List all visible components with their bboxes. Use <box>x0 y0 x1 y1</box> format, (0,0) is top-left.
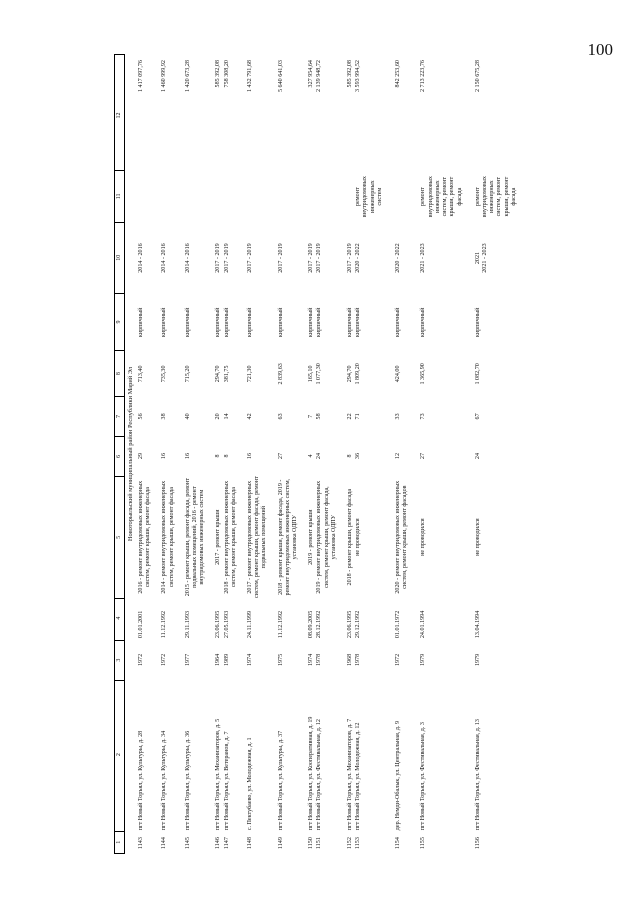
table-row <box>184 54 207 854</box>
row-number: 1150 <box>308 837 315 850</box>
column-number: 3 <box>115 641 124 681</box>
cost: 2 150 675,28 <box>474 60 481 93</box>
privatization-date: 13.04.1994 <box>474 610 481 639</box>
residents-count: 67 <box>474 413 481 420</box>
residents-count: 22 <box>347 413 354 420</box>
table-row <box>315 54 338 854</box>
area: 713,40 <box>138 365 144 383</box>
repair-period: 2017 - 2019 <box>215 243 222 273</box>
privatization-date: 01.01.1972 <box>395 610 402 639</box>
build-year: 1975 <box>277 653 284 667</box>
column-number: 8 <box>115 351 124 397</box>
completed-works: не проводился <box>355 518 362 556</box>
table-row <box>160 54 175 854</box>
cost: 1 460 999,92 <box>161 60 168 93</box>
area: 715,20 <box>184 365 191 383</box>
repair-period: 2021 - 2023 <box>420 243 427 273</box>
column-number: 9 <box>115 294 124 351</box>
repair-period: 2021 2021 - 2023 <box>474 243 488 273</box>
build-year: 1978 <box>355 653 362 667</box>
cost: 2 139 948,72 <box>316 60 323 93</box>
table-body <box>137 54 518 854</box>
cost: 3 593 994,52 <box>355 60 362 93</box>
row-number: 1154 <box>395 837 402 850</box>
repair-period: 2014 - 2016 <box>138 243 144 273</box>
wall-material: кирпичный <box>474 307 481 338</box>
apartments-count: 29 <box>138 452 144 460</box>
build-year: 1972 <box>138 653 144 667</box>
build-year: 1964 <box>215 653 222 667</box>
area: 294,70 <box>215 365 222 383</box>
row-number: 1156 <box>474 837 481 850</box>
privatization-date: 27.05.1993 <box>223 610 230 639</box>
area: 1 082,70 <box>474 363 481 385</box>
row-number: 1149 <box>277 837 284 850</box>
address: пгт Новый Торъял, ул. Культуры, д. 34 <box>161 730 168 831</box>
row-number: 1145 <box>184 837 191 850</box>
row-number: 1148 <box>247 837 254 850</box>
planned-works <box>277 171 278 222</box>
privatization-date: 08.09.2005 <box>308 610 315 639</box>
row-number: 1155 <box>420 837 427 850</box>
address: пгт Новый Торъял, ул. Культуры, д. 36 <box>184 730 191 831</box>
apartments-count: 8 <box>347 454 354 458</box>
wall-material: кирпичный <box>161 307 168 338</box>
address: пгт Новый Торъял, ул. Фестивальная, д. 3 <box>420 722 427 831</box>
area: 424,00 <box>395 365 402 383</box>
repair-period: 2017 - 2019 <box>277 243 284 273</box>
table-row <box>354 54 384 854</box>
table-row <box>474 54 518 854</box>
address: дер. Немди-Обалык, ул. Центральная, д. 9 <box>395 720 402 831</box>
cost: 585 392,08 <box>215 60 222 88</box>
residents-count: 42 <box>247 413 254 420</box>
build-year: 1977 <box>184 653 191 667</box>
completed-works: 2016 - ремонт внутридомовых инженерных систем, ремонт крыши, ремонт фасада <box>138 480 152 594</box>
wall-material: кирпичный <box>395 307 402 338</box>
completed-works: 2017 - ремонт внутридомовых инженерных систем, ремонт крыши, ремонт фасада, ремонт подвальных помещений <box>247 476 268 599</box>
residents-count: 33 <box>395 413 402 420</box>
planned-works <box>307 171 308 222</box>
build-year: 1989 <box>223 653 230 667</box>
planned-works <box>223 171 224 222</box>
repair-period: 2020 - 2022 <box>355 243 362 273</box>
apartments-count: 24 <box>474 452 481 460</box>
area: 735,30 <box>161 365 168 383</box>
build-year: 1974 <box>247 653 254 667</box>
cost: 327 954,64 <box>308 60 315 88</box>
apartments-count: 12 <box>395 452 402 460</box>
area: 381,75 <box>223 365 230 383</box>
repair-period: 2017 - 2019 <box>308 243 315 273</box>
row-number: 1143 <box>138 837 144 850</box>
residents-count: 58 <box>316 413 323 420</box>
build-year: 1974 <box>308 653 315 667</box>
area: 2 839,63 <box>277 363 284 385</box>
privatization-date: 24.01.1994 <box>420 610 427 639</box>
table-row <box>246 54 269 854</box>
address: пгт Новый Торъял, ул. Фестивальная, д. 12 <box>316 719 323 831</box>
wall-material: кирпичный <box>223 307 230 338</box>
row-number: 1153 <box>355 837 362 850</box>
repair-period: 2014 - 2016 <box>161 243 168 273</box>
apartments-count: 16 <box>247 452 254 460</box>
area: 294,70 <box>347 365 354 383</box>
address: пгт Новый Торъял, ул. Кооперативная, д. 19 <box>308 716 315 831</box>
repair-period: 2017 - 2019 <box>247 243 254 273</box>
wall-material: кирпичный <box>347 307 354 338</box>
table-row <box>137 54 152 854</box>
area: 1 809,20 <box>355 363 362 385</box>
build-year: 1979 <box>474 653 481 667</box>
repair-period: 2014 - 2016 <box>184 243 191 273</box>
repair-period: 2020 - 2022 <box>395 243 402 273</box>
apartments-count: 4 <box>308 454 315 458</box>
completed-works: 2018 - ремонт крыши, ремонт фасада, 2019 - ремонт внутридомовых инженерных систем, установка ОДПУ <box>277 478 299 596</box>
wall-material: кирпичный <box>355 307 362 338</box>
address: пгт Новый Торъял, ул. Культуры, д. 28 <box>138 730 144 831</box>
completed-works: 2017 - ремонт крыши <box>215 509 222 565</box>
completed-works: 2020 - ремонт внутридомовых инженерных систем, ремонт крыши, ремонт фасадов <box>395 480 409 594</box>
region-title: Новоторьяльский муниципальный район Республики Марий Эл <box>127 366 134 542</box>
apartments-count: 16 <box>161 452 168 460</box>
residents-count: 63 <box>277 413 284 420</box>
cost: 1 420 673,28 <box>184 60 191 93</box>
table-row <box>346 54 354 854</box>
cost: 758 308,20 <box>223 60 230 88</box>
column-number: 1 <box>115 832 124 854</box>
page-number: 100 <box>587 40 613 59</box>
planned-works <box>160 171 161 222</box>
table-row <box>277 54 300 854</box>
repair-period: 2017 - 2019 <box>347 243 354 273</box>
table-row <box>223 54 238 854</box>
address: пгт Новый Торъял, ул. Молодежная, д. 12 <box>355 722 362 831</box>
privatization-date: 11.12.1992 <box>161 610 168 639</box>
wall-material: кирпичный <box>420 307 427 338</box>
build-year: 1972 <box>395 653 402 667</box>
apartments-count: 27 <box>277 452 284 460</box>
column-number: 6 <box>115 437 124 477</box>
column-number: 4 <box>115 599 124 641</box>
planned-works: ремонт внутридомовых инженерных систем, ремонт крыши, ремонт фасада <box>474 176 517 218</box>
row-number: 1152 <box>347 837 354 850</box>
build-year: 1968 <box>347 653 354 667</box>
row-number: 1146 <box>215 837 222 850</box>
cost: 1 417 097,76 <box>138 60 144 93</box>
residents-count: 7 <box>308 414 315 418</box>
table-row <box>394 54 409 854</box>
privatization-date: 11.12.1992 <box>277 610 284 639</box>
cost: 585 392,08 <box>347 60 354 88</box>
column-number: 12 <box>115 55 124 171</box>
apartments-count: 8 <box>215 454 222 458</box>
privatization-date: 23.06.1995 <box>347 610 354 639</box>
row-number: 1151 <box>316 837 323 850</box>
privatization-date: 01.01.2001 <box>138 610 144 639</box>
planned-works: ремонт внутридомовых инженерных систем <box>355 176 383 218</box>
wall-material: кирпичный <box>247 307 254 338</box>
capital-repair-table <box>114 54 584 854</box>
area: 721,30 <box>247 365 254 383</box>
completed-works: 2015 - ремонт крыши, ремонт фасада, ремонт подвальных помещений, 2016 - ремонт внутридомовых инженерных систем <box>184 478 206 597</box>
apartments-count: 27 <box>420 452 427 460</box>
planned-works <box>246 171 247 222</box>
apartments-count: 8 <box>223 454 230 458</box>
column-number: 2 <box>115 681 124 832</box>
privatization-date: 23.06.1995 <box>215 610 222 639</box>
area: 1 365,90 <box>420 363 427 385</box>
wall-material: кирпичный <box>316 307 323 338</box>
planned-works <box>346 171 347 222</box>
privatization-date: 28.12.1992 <box>316 610 323 639</box>
completed-works: не проводился <box>420 518 427 556</box>
planned-works <box>214 171 215 222</box>
address: пгт Новый Торъял, ул. Механизаторов, д. 7 <box>347 718 354 831</box>
completed-works: 2018 - ремонт внутридомовых инженерных систем, ремонт крыши, ремонт фасада <box>223 480 237 594</box>
completed-works: 2019 - ремонт внутридомовых инженерных систем, ремонт крыши, ремонт фасада, установка ОДПУ <box>316 480 337 594</box>
planned-works: ремонт внутридомовых инженерных систем, ремонт крыши, ремонт фасада <box>420 176 463 218</box>
column-number: 7 <box>115 397 124 437</box>
residents-count: 56 <box>138 413 144 420</box>
residents-count: 20 <box>215 413 222 420</box>
wall-material: кирпичный <box>277 307 284 338</box>
area: 1 077,30 <box>316 363 323 385</box>
cost: 2 713 223,76 <box>420 60 427 93</box>
repair-period: 2017 - 2019 <box>316 243 323 273</box>
build-year: 1972 <box>161 653 168 667</box>
planned-works <box>394 171 395 222</box>
table-row <box>214 54 222 854</box>
completed-works: 2014 - ремонт внутридомовых инженерных систем, ремонт крыши, ремонт фасада <box>161 480 175 594</box>
planned-works <box>137 171 138 222</box>
address: пгт Новый Торъял, ул. Ветеранов, д. 7 <box>223 731 230 831</box>
planned-works <box>315 171 316 222</box>
repair-period: 2017 - 2019 <box>223 243 230 273</box>
table-row <box>307 54 315 854</box>
wall-material: кирпичный <box>138 307 144 338</box>
build-year: 1979 <box>420 653 427 667</box>
table-row <box>419 54 463 854</box>
column-number-header <box>114 54 125 854</box>
row-number: 1147 <box>223 837 230 850</box>
wall-material: кирпичный <box>215 307 222 338</box>
cost: 1 432 791,68 <box>247 60 254 93</box>
area: 165,10 <box>308 365 315 383</box>
column-number: 11 <box>115 171 124 223</box>
completed-works: 2019 - ремонт крыши <box>308 509 315 565</box>
wall-material: кирпичный <box>308 307 315 338</box>
wall-material: кирпичный <box>184 307 191 338</box>
apartments-count: 36 <box>355 452 362 460</box>
apartments-count: 16 <box>184 452 191 460</box>
column-number: 5 <box>115 477 124 599</box>
address: пгт Новый Торъял, ул. Культуры, д. 37 <box>277 730 284 831</box>
address: пгт Новый Торъял, ул. Механизаторов, д. 5 <box>215 718 222 831</box>
completed-works: не проводился <box>474 518 481 556</box>
privatization-date: 29.12.1992 <box>355 610 362 639</box>
cost: 842 253,60 <box>395 60 402 88</box>
residents-count: 40 <box>184 413 191 420</box>
residents-count: 73 <box>420 413 427 420</box>
cost: 5 640 641,03 <box>277 60 284 93</box>
residents-count: 71 <box>355 413 362 420</box>
privatization-date: 29.11.1993 <box>184 610 191 639</box>
address: с. Пектубаево, ул. Молодежная, д. 1 <box>247 737 254 831</box>
completed-works: 2018 - ремонт крыши, ремонт фасада <box>347 488 354 586</box>
planned-works <box>184 171 185 222</box>
row-number: 1144 <box>161 837 168 850</box>
column-number: 10 <box>115 223 124 294</box>
residents-count: 38 <box>161 413 168 420</box>
privatization-date: 24.11.1999 <box>247 610 254 639</box>
address: пгт Новый Торъял, ул. Фестивальная, д. 13 <box>474 719 481 831</box>
build-year: 1978 <box>316 653 323 667</box>
residents-count: 14 <box>223 413 230 420</box>
apartments-count: 24 <box>316 452 323 460</box>
